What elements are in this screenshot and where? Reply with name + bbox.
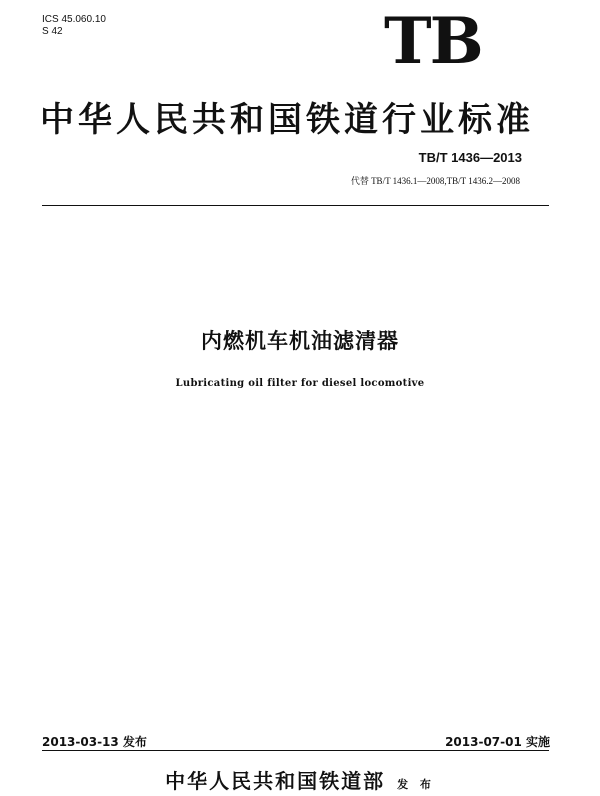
footer-divider [42,750,549,751]
ics-code: ICS 45.060.10 [42,14,106,25]
issue-date: 2013-03-13 发布 [42,735,147,749]
document-title-cn: 内燃机车机油滤清器 [201,329,399,353]
standard-category-title: 中华人民共和国铁道行业标准 [40,100,534,140]
standard-number: TB/T 1436—2013 [418,150,522,165]
publish-action: 发 布 [397,778,435,791]
ics-code-block [42,14,106,38]
replaces-note: 代替 TB/T 1436.1—2008,TB/T 1436.2—2008 [350,176,520,186]
tb-logo: TB [384,4,482,79]
document-title-en: Lubricating oil filter for diesel locomotive [175,378,425,389]
publisher-line [0,765,600,794]
publisher-name: 中华人民共和国铁道部 [165,769,386,793]
implementation-date: 2013-07-01 实施 [445,735,550,749]
header-divider [42,205,549,206]
classification-code: S 42 [42,26,63,37]
